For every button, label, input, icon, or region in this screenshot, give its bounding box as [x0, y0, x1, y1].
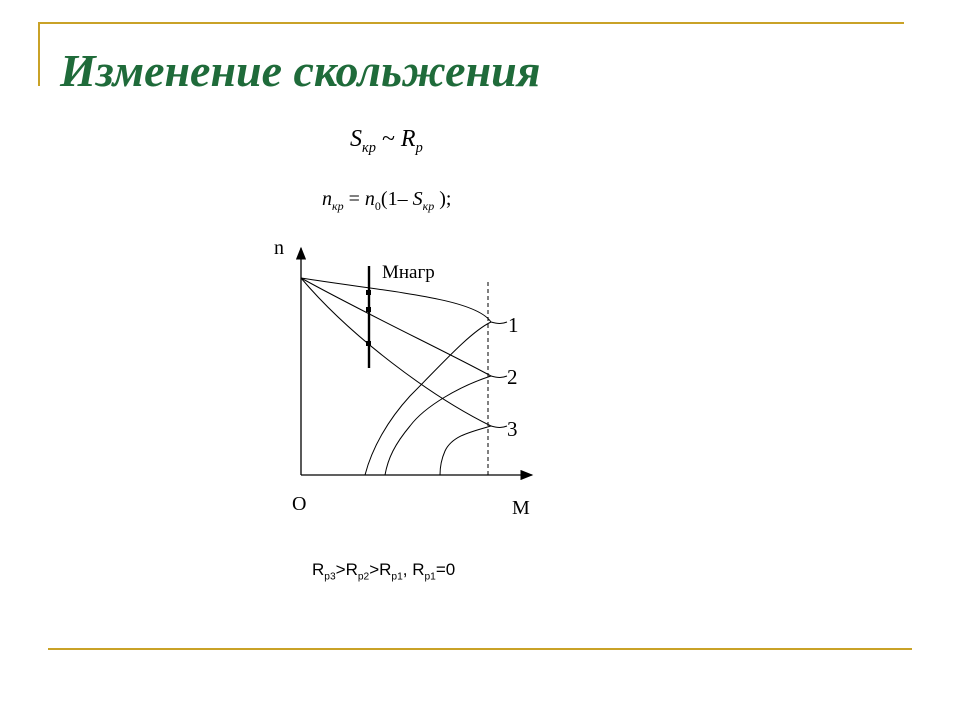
formula1-rhs: R	[400, 126, 416, 152]
bottom-rule	[48, 648, 912, 650]
formula2-s-sub: кр	[422, 199, 435, 213]
left-rule	[38, 22, 40, 86]
formula-critical-slip	[350, 126, 423, 157]
caption-r1: R	[379, 560, 392, 579]
curve-label-1: 1	[508, 313, 519, 337]
y-axis-label: n	[274, 237, 284, 259]
operating-point-3	[366, 341, 371, 346]
caption-r1-sub: p1	[391, 571, 403, 583]
caption-gt-1: >	[335, 560, 346, 579]
caption-r3-sub: p3	[324, 571, 336, 583]
x-axis-label: M	[512, 497, 530, 519]
curve-label-2: 2	[507, 365, 518, 389]
speed-torque-diagram	[270, 236, 560, 536]
curve-label-3: 3	[507, 417, 518, 441]
operating-point-2	[366, 307, 371, 312]
formula-critical-speed	[322, 188, 451, 214]
caption-eq-zero: =0	[435, 560, 456, 579]
formula2-lhs: n	[322, 188, 332, 210]
origin-label: O	[292, 493, 307, 515]
caption-comma: ,	[402, 560, 413, 579]
caption-r1b: R	[412, 560, 425, 579]
curve-2	[301, 278, 491, 475]
label-3-leader	[491, 426, 507, 428]
formula2-lhs-sub: кр	[332, 199, 344, 213]
formula2-close: );	[439, 188, 452, 210]
resistance-caption	[312, 560, 455, 582]
formula2-n0: n	[364, 188, 375, 210]
caption-r3: R	[312, 560, 325, 579]
formula1-lhs-sub: кр	[362, 139, 376, 156]
caption-r1b-sub: p1	[424, 571, 436, 583]
formula2-n0-sub: 0	[374, 199, 381, 213]
slide-title: Изменение скольжения	[60, 45, 541, 96]
formula2-eq: =	[348, 188, 360, 210]
load-torque-label: Mнагр	[382, 262, 435, 283]
caption-gt-2: >	[369, 560, 380, 579]
label-1-leader	[491, 322, 507, 324]
caption-r2: R	[345, 560, 358, 579]
formula2-minus: –	[397, 188, 408, 210]
formula1-rhs-sub: p	[415, 139, 423, 156]
caption-r2-sub: p2	[357, 571, 370, 583]
formula2-s: S	[412, 188, 423, 210]
operating-point-1	[366, 290, 371, 295]
formula2-open: (1	[380, 188, 398, 210]
formula1-op: ~	[381, 126, 395, 152]
formula1-lhs: S	[350, 126, 362, 152]
top-rule	[38, 22, 904, 24]
label-2-leader	[491, 376, 507, 378]
